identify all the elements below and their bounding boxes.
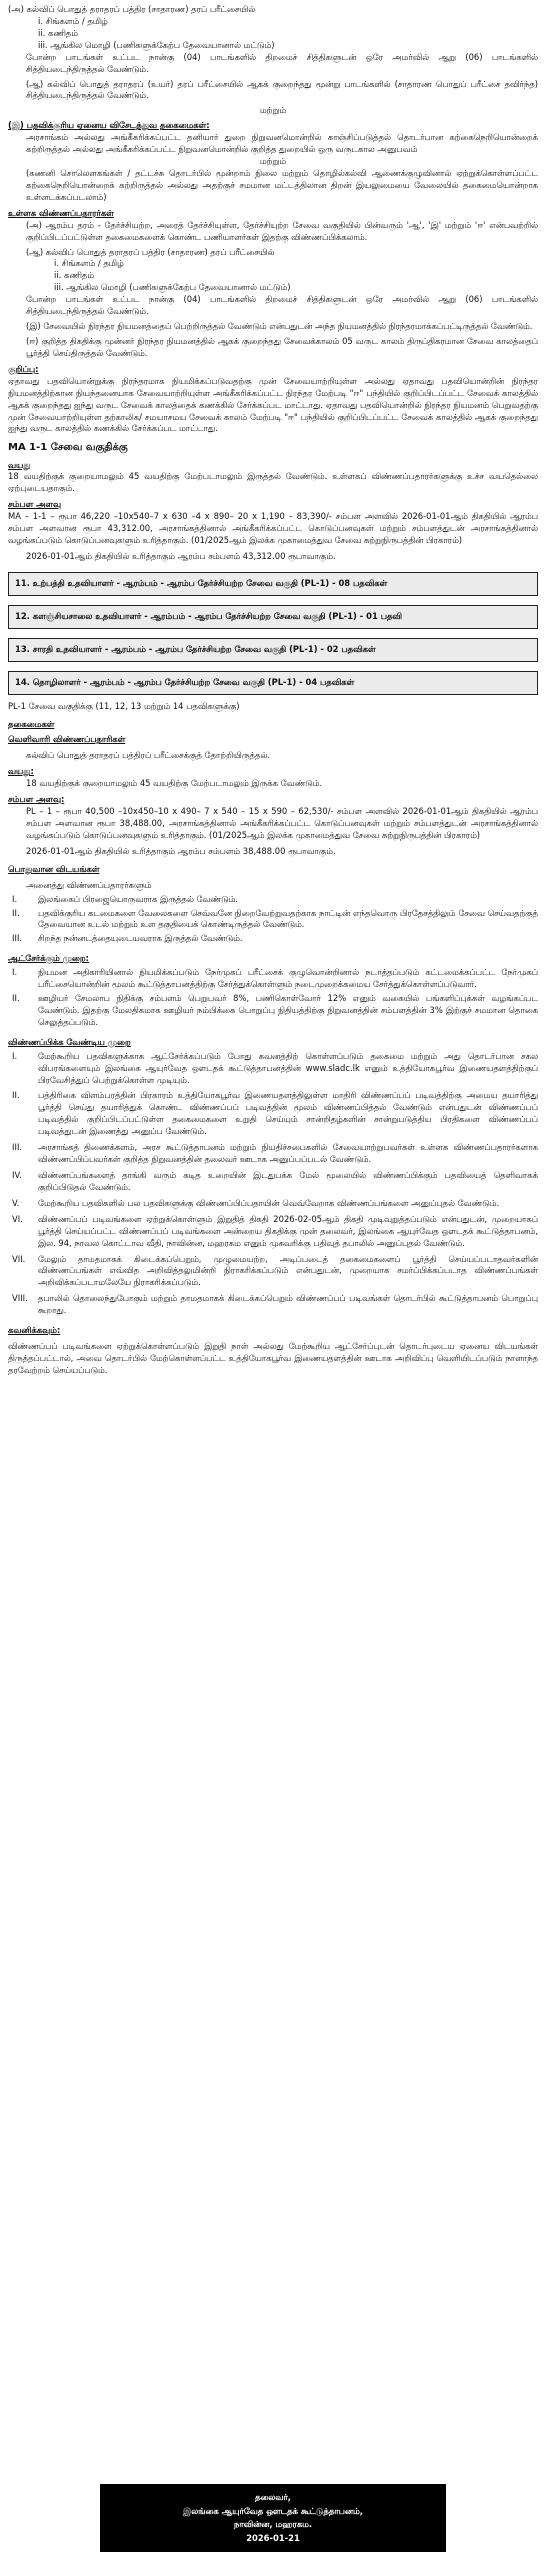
list-text: நியமன அதிகாரியினால் நியமிக்கப்படும் நேர்முகப் பரீட்சைக் குழுவொன்றினால் நடாத்தப்படும் கட்டமைக்கப்பட்ட நேர்முகப் பரீட்சையொன்றின் மூலம் கூட்டுத்தாபனத்திற்கு சேர்த்துக்கொள்ளும் நடைமுறைக்கமைய சேர்த்துக்கொள்ளப்படுவார். — [38, 967, 538, 990]
list-text: பதவிக்குரிய கடமைகளை வேலைகளை செவ்வனே நிறைவேற்றுவதற்காக நாட்டின் எந்தவொரு பிரதேசத்திலும் சேவை செய்வதற்குத் தேவையான உடல் மற்றும் உள தகுதியைக் கொண்டிருத்தல் வேண்டும். — [38, 907, 538, 930]
top-line-a: (அ) கல்விப் பொதுத் தராதரப் பத்திர (சாதாரண) தரப் பரீட்சையில் — [8, 4, 256, 14]
ma-salary-heading: சம்பள அளவு — [8, 499, 61, 510]
ma-heading: MA 1-1 சேவை வகுதிக்கு — [8, 442, 128, 454]
signature-line-title: தலைவர், — [255, 2492, 291, 2503]
list-text: அரசாங்கத் திணைக்களம், அரச கூட்டுத்தாபனம் மற்றும் நியதிச்சபைகளில் சேவையாற்றுபவர்கள் உள்ளக விண்ணப்பதாரர்களாக விண்ணப்பிப்பவர்கள் குறித்த நிறுவனத்தின் தலைவர் ஊடாக அனுப்பப்படல் வேண்டும். — [38, 1142, 538, 1165]
signature-line-org: இலங்கை ஆயுர்வேத ஔடதக் கூட்டுத்தாபனம், — [183, 2505, 363, 2516]
pl-salary-note: 2026-01-01ஆம் திகதியில் உரித்தாகும் ஆரம்ப சம்பளம் 38,488.00 ரூபாவாகும். — [26, 845, 336, 856]
note-heading: குறிப்பு: — [8, 363, 39, 374]
pl-external-heading: வெளிவாரி விண்ணப்பதாரிகள் — [8, 734, 126, 745]
list-text: தபாலில் தொலைந்துபோகும் மற்றும் தாமதமாகக் கிடைக்கப்பெறும் விண்ணப்பப் படிவங்கள் தொடர்பில் கூட்டுத்தாபனம் பொறுப்பு கூறாது. — [38, 1293, 538, 1316]
recruitment-heading: ஆட்சேர்க்கும் முறை: — [8, 953, 89, 964]
internal-paragraph-1: போன்ற பாடங்கள் உட்பட நான்கு (04) பாடங்களில் திறமைச் சித்திகளுடன் ஒரே அமர்வில் ஆறு (06) பாடங்களில் சித்தியடைந்திருத்தல் வேண்டும். — [26, 294, 538, 317]
ma-salary-text: MA – 1-1 – ரூபா 46,220 –10x540–7 x 630 –4 x 890– 20 x 1,190 – 83,390/- சம்பள அளவில் 2026-01-01ஆம் திகதியில் ஆரம்ப சம்பள அளவான ரூபா 43,312.00, அரசாங்கத்தினால் அங்கீகரிக்கப்பட்ட கொடுப்பனவுகள் மற்றும் சம்பளத்துடன் அரசாங்கத்தினால் வழங்கப்படும் கொடுப்பனவுகளும் உரித்தாகும். (01/2025ஆம் இலக்க முகாமைத்துவ சேவை சுற்றுநிருபத்தின் பிரகாரம்) — [8, 511, 538, 546]
apply-heading: விண்ணப்பிக்க வேண்டிய முறை — [8, 1036, 131, 1047]
list-item — [8, 908, 538, 932]
list-number: II. — [12, 907, 20, 918]
notice-heading: கவனிக்கவும்: — [8, 1325, 61, 1336]
list-number: VI. — [12, 1213, 23, 1224]
post-box-11 — [8, 572, 538, 596]
list-item — [8, 1214, 538, 1250]
pl-age-heading: வயது: — [8, 766, 34, 777]
note-text: ஏதாவது பதவியொன்றுக்கு நிரந்தரமாக நியமிக்கப்படுவதற்கு முன் சேவையாற்றியுள்ள அல்லது ஏதாவது பதவியொன்றின் நிரந்தர நியமனத்திற்கான நியந்தனையாக சேவையாற்றியுள்ள அங்கீகரிக்கப்பட்ட நிரந்தர மேற்படி "ஈ" பந்தியில் குறிப்பிடப்பட்ட சேவைக் காலத்தில் ஆகக் குறைந்தது ஐந்து வருட சேவைக் காலத்தைக் கணக்கில் சேர்க்கப்பட மாட்டாது. ஏதாவது பதவியொன்றில் நிரந்தர நியமனம் பெறுவதற்கு முன் சேவையாற்றியுள்ள தற்காலிக/ சமயாசமய சேவைக் காலம் மேற்படி "ஈ" பந்தியில் குறிப்பிடப்பட்ட சேவைக் காலத்தில் ஆகக் குறைந்தது ஐந்து வருட காலத்தில் கணக்கில் சேர்க்கப்பட மாட்டாது. — [8, 375, 538, 434]
pl-qualifications-heading: தகைமைகள் — [8, 718, 55, 729]
list-item — [8, 933, 538, 945]
post-box-14 — [8, 671, 538, 695]
list-number: I. — [12, 1050, 18, 1061]
list-number: I. — [12, 967, 18, 978]
general-list — [8, 892, 538, 946]
internal-applicants-heading: உள்ளக விண்ணப்பதாரர்கள் — [8, 207, 114, 218]
list-text: விண்ணப்பப் படிவங்களை ஏற்றுக்கொள்ளும் இறுதித் திகதி 2026-02-05ஆம் திகதி முடிவுறுத்தப்படும் என்பதுடன், முறையாகப் பூர்த்தி செய்யப்பட்ட விண்ணப்பப் படிவங்களை அன்றைய திகதிக்கு முன் தலைவர், இலங்கை ஆயுர்வேத ஔடதக் கூட்டுத்தாபனம், இல. 94, நாவல கொட்டாவ வீதி, நாவின்ன, மஹரகம எனும் முகவரிக்கு பதிவுத் தபாலில் அனுப்புதல் வேண்டும். — [38, 1213, 538, 1248]
pl-intro: PL-1 சேவை வகுதிக்கு (11, 12, 13 மற்றும் 14 பதவிகளுக்கு) — [8, 700, 240, 711]
signature-line-address: நாவின்ன, மஹரகம. — [233, 2519, 313, 2530]
list-text: விண்ணப்பங்களைத் தாங்கி வரும் கடித உறையின் இடதுபக்க மேல் மூலையில் விண்ணப்பிக்கும் பதவியைத் தெளிவாகக் குறிப்பிடுதல் வேண்டும். — [38, 1170, 538, 1192]
internal-item-c: (இ) சேவையில் நிரந்தர நியமனத்தைப் பெற்றிருத்தல் வேண்டும் என்பதுடன் அந்த நியமனத்தில் நிரந்தரமாக்கப்பட்டிருத்தல் வேண்டும். — [26, 321, 533, 332]
list-item — [8, 1170, 538, 1194]
subject-item: ii. கணிதம் — [54, 270, 94, 281]
list-item — [8, 1293, 538, 1317]
subject-item: ii. கணிதம் — [38, 27, 78, 38]
top-paragraph-1: போன்ற பாடங்கள் உட்பட நான்கு (04) பாடங்களில் திறமைச் சித்திகளுடன் ஒரே அமர்வில் ஆறு (06) பாடங்களில் சித்தியடைந்திருத்தல் வேண்டும். — [26, 51, 538, 74]
list-number: VII. — [12, 1253, 26, 1264]
list-item — [8, 1142, 538, 1166]
internal-item-b: (ஆ) கல்விப் பொதுத் தராதரப் பத்திர (சாதாரண) தரப் பரீட்சையில் — [26, 246, 275, 257]
post-box-12 — [8, 605, 538, 629]
list-number: IV. — [12, 1170, 22, 1181]
list-text: ஊழியர் சேமலாப நிதிக்கு சம்பளம் பெறுபவர் 8%, பணிகொள்வோர் 12% எனும் வகையில் பங்களிப்புக்கள் வழங்கப்பட வேண்டும். இதற்கு மேலதிகமாக ஊழியர் நம்பிக்கை பொறுப்பு நிதியத்திற்கு நிறுவனத்தின் சம்பளத்தின் 3% இற்குச் சமமான தொகை செலுத்தப்படும். — [38, 993, 538, 1027]
subject-item: i. சிங்களம் / தமிழ் — [38, 15, 108, 26]
special-qualifications-heading: (இ) பதவிக்குரிய ஏனைய விசேடத்துவ தகைமைகள்: — [8, 120, 210, 131]
list-item — [8, 1254, 538, 1290]
list-number: VIII. — [12, 1293, 28, 1304]
recruitment-list — [8, 965, 538, 1029]
post-title: 14. தொழிலாளர் - ஆரம்பம் - ஆரம்ப தேர்ச்சியற்ற சேவை வகுதி (PL-1) - 04 பதவிகள் — [15, 676, 355, 687]
list-item — [8, 1198, 538, 1210]
list-number: III. — [12, 933, 23, 944]
connector-and: மற்றும் — [259, 156, 287, 167]
list-text: பத்திரிகை விளம்பரத்தின் பிரகாரம் உத்தியோகபூர்வ இணையதளத்திலுள்ள மாதிரி விண்ணப்பப் படிவத்திற்கு அமைய தயாரித்து பூர்த்தி செய்து தயாரித்துக் கொண்ட விண்ணப்பப் படிவத்தின் மூலம் விண்ணப்பித்தல் வேண்டும் என்பதுடன் விண்ணப்பப் படிவத்தில் குறிப்பிடப்பட்டுள்ள தகைமைகளை உறுதி செய்யும் சான்றிதழ்களின் சான்றுபடுத்திய பிரதிகளை விண்ணப்பப் படிவத்துடன் இணைத்து அனுப்ப வேண்டும். — [38, 1090, 538, 1137]
pl-external-text: கல்விப் பொதுத் தராதரப் பத்திரப் பரீட்சைக்குத் தோற்றியிருத்தல். — [26, 750, 271, 761]
list-item — [8, 894, 538, 906]
post-title: 11. உற்பத்தி உதவியாளர் - ஆரம்பம் - ஆரம்ப தேர்ச்சியற்ற சேவை வகுதி (PL-1) - 08 பதவிகள் — [15, 577, 388, 588]
pl-salary-heading: சம்பள அளவு: — [8, 794, 65, 805]
top-paragraph-3: அரசாங்கம் அல்லது அங்கீகரிக்கப்பட்ட தனியார் துறை நிறுவனமொன்றில் காஞ்சிப்படுத்தல் தொடர்பான கற்கைநெறியொன்றைக் கற்றிருத்தல் அல்லது அங்கீகரிக்கப்பட்ட நிறுவனமொன்றில் குறித்த துறையில் ஒரு வருடகால அனுபவம் — [26, 132, 538, 155]
list-item — [8, 1090, 538, 1138]
ma-salary-note: 2026-01-01ஆம் திகதியில் உரித்தாகும் ஆரம்ப சம்பளம் 43,312.00 ரூபாவாகும். — [26, 550, 336, 561]
subject-item: iii. ஆங்கில மொழி (பணிகளுக்கேற்ப தேவையானால் மட்டும்) — [54, 282, 291, 293]
notice-text: விண்ணப்பப் படிவங்களை ஏற்றுக்கொள்ளப்படும் இறுதி நாள் அல்லது மேற்கூறிய ஆட்சேர்ப்புடன் தொடர்புடைய ஏனைய விடயங்கள் திருத்தப்பட்டால், அவை தொடர்பில் மேற்கொள்ளப்பட்ட உத்தியோகபூர்வ இணையதளத்தின் ஊடாக அறிவிப்பு வெளியிடப்படும் நாளாந்த தரவேற்றம் செய்யப்படும். — [8, 1341, 538, 1375]
post-title: 13. சாரதி உதவியாளர் - ஆரம்பம் - ஆரம்ப தேர்ச்சியற்ற சேவை வகுதி (PL-1) - 02 பதவிகள் — [15, 643, 376, 654]
signature-block — [100, 2484, 446, 2552]
list-item — [8, 993, 538, 1029]
ma-age-heading: வயது — [8, 459, 31, 470]
subject-item: i. சிங்களம் / தமிழ் — [54, 258, 124, 269]
list-item — [8, 1051, 538, 1087]
list-text: இலங்கைப் பிரஜையொருவராக இருத்தல் வேண்டும். — [38, 893, 238, 904]
top-subject-list — [8, 16, 538, 52]
connector-and: மற்றும் — [259, 105, 287, 116]
internal-item-d: (ஈ) குறித்த திகதிக்கு முன்னர் நிரந்தர நியமனத்தில் ஆகக் குறைந்தது சேவைக்காலம் 05 வருட காலம் திருப்திகரமான சேவை காலத்தைப் பூர்த்தி செய்திருத்தல் வேண்டும். — [26, 335, 538, 358]
list-text: மேலும் தாமதமாகக் கிடைக்கப்பெறும், முழுமையற்ற, அடிப்படைத் தகைமைகளைப் பூர்த்தி செய்யப்படாதவர்களின் விண்ணப்பங்கள் எவ்வித அறிவித்தலுமின்றி நிராகரிக்கப்படும் என்பதுடன், முறையாக சமர்ப்பிக்கப்படாத விண்ணப்பங்கள் அறிவிக்கப்படாமலேயே நிராகரிக்கப்படும். — [38, 1253, 538, 1288]
top-paragraph-2: (ஆ) கல்விப் பொதுத் தராதரப் (உயர்) தரப் பரீட்சையில் ஆகக் குறைந்தது மூன்று பாடங்களில் (சாதாரண பொதுப் பரீட்சை தவிர்ந்த) சித்தியடைந்திருத்தல் வேண்டும். — [26, 78, 538, 101]
list-number: V. — [12, 1197, 20, 1208]
pl-salary-text: PL – 1 – ரூபா 40,500 –10x450–10 x 490– 7 x 540 – 15 x 590 – 62,530/- சம்பள அளவில் 2026-01-01ஆம் திகதியில் ஆரம்ப சம்பள அளவான ரூபா 38,488.00, அரசாங்கத்தினால் அங்கீகரிக்கப்பட்ட கொடுப்பனவுகள் மற்றும் சம்பளத்துடன் அரசாங்கத்தினால் வழங்கப்படும் கொடுப்பனவுகளும் உரித்தாகும். (01/2025ஆம் இலக்க முகாமைத்துவ சேவை சுற்றுநிருபத்தின் பிரகாரம்) — [26, 806, 538, 840]
list-number: II. — [12, 993, 20, 1004]
list-number: I. — [12, 893, 18, 904]
apply-list — [8, 1049, 538, 1317]
list-number: III. — [12, 1142, 23, 1153]
general-heading: பொதுவான விடயங்கள் — [8, 863, 100, 874]
post-box-13 — [8, 638, 538, 662]
subject-item: iii. ஆங்கில மொழி (பணிகளுக்கேற்ப தேவையானால் மட்டும்) — [38, 39, 275, 50]
ma-age-text: 18 வயதிற்குக் குறையாமலும் 45 வயதிற்கு மேற்படாமலும் இருத்தல் வேண்டும். உள்ளகப் விண்ணப்பதாரர்களுக்கு உச்ச வயதெல்லை ஏற்புடையதாகும். — [8, 471, 538, 494]
pl-age-text: 18 வயதிற்குக் குறையாமலும் 45 வயதிற்கு மேற்படாமலும் இருக்க வேண்டும். — [26, 778, 323, 789]
list-text: சிறந்த நன்னடத்தையுடையவராக இருத்தல் வேண்டும். — [38, 933, 243, 944]
post-title: 12. களஞ்சியசாலை உதவியாளர் - ஆரம்பம் - ஆரம்ப தேர்ச்சியற்ற சேவை வகுதி (PL-1) - 01 பதவி — [15, 610, 402, 621]
general-intro: அனைத்து விண்ணப்பதாரர்களும் — [26, 879, 152, 890]
internal-item-a: (அ) ஆரம்ப தரம் - தேர்ச்சியற்ற, அரைத் தேர்ச்சியுள்ள, தேர்ச்சியுற்ற சேவை வகுதியில் பின்வரும் 'ஆ', 'இ' மற்றும் 'ஈ' என்பவற்றில் குறிப்பிடப்பட்டுள்ள தகைமைகளைக் கொண்ட பணியாளர்கள் இதற்கு விண்ணப்பிக்கலாம். — [26, 219, 538, 242]
signature-line-date: 2026-01-21 — [246, 2532, 300, 2543]
internal-subject-list — [8, 258, 538, 294]
list-text: மேற்கூறிய பதவிகளுக்காக ஆட்சேர்க்கப்படும் போது கவனத்திற் கொள்ளப்படும் தகைமை மற்றும் அது தொடர்பான சகல விபரங்களையும் இலங்கை ஆயுர்வேத ஔடதக் கூட்டுத்தாபனத்தின் www.sladc.lk எனும் உத்தியோகபூர்வ இணையதளத்திற்குப் பிரவேசித்துப் பெற்றுக்கொள்ள முடியும். — [38, 1050, 538, 1085]
top-paragraph-4: (கணனி சொலௌகங்கள் / தட்டச்சு தொடர்பில் மூன்றாம் நிலை மற்றும் தொழில்கல்வி ஆணைக்குழுவினால் ஏற்றுக்கொள்ளப்பட்ட கற்கைநெறியொன்றைக் கற்றிருத்தல் அல்லது அதற்குச் சமமான மட்டத்திலான திறன் இயலுமையை வேலையில் தகைமையொன்றாக உள்ளடக்கப்படலாம்) — [26, 167, 538, 202]
list-item — [8, 967, 538, 991]
list-number: II. — [12, 1090, 20, 1101]
list-text: மேற்கூறிய பதவிகளில் பல பதவிகளுக்கு விண்ணப்பிப்பதாயின் வெவ்வேறாக விண்ணப்பங்களை அனுப்புதல் வேண்டும். — [38, 1197, 500, 1208]
